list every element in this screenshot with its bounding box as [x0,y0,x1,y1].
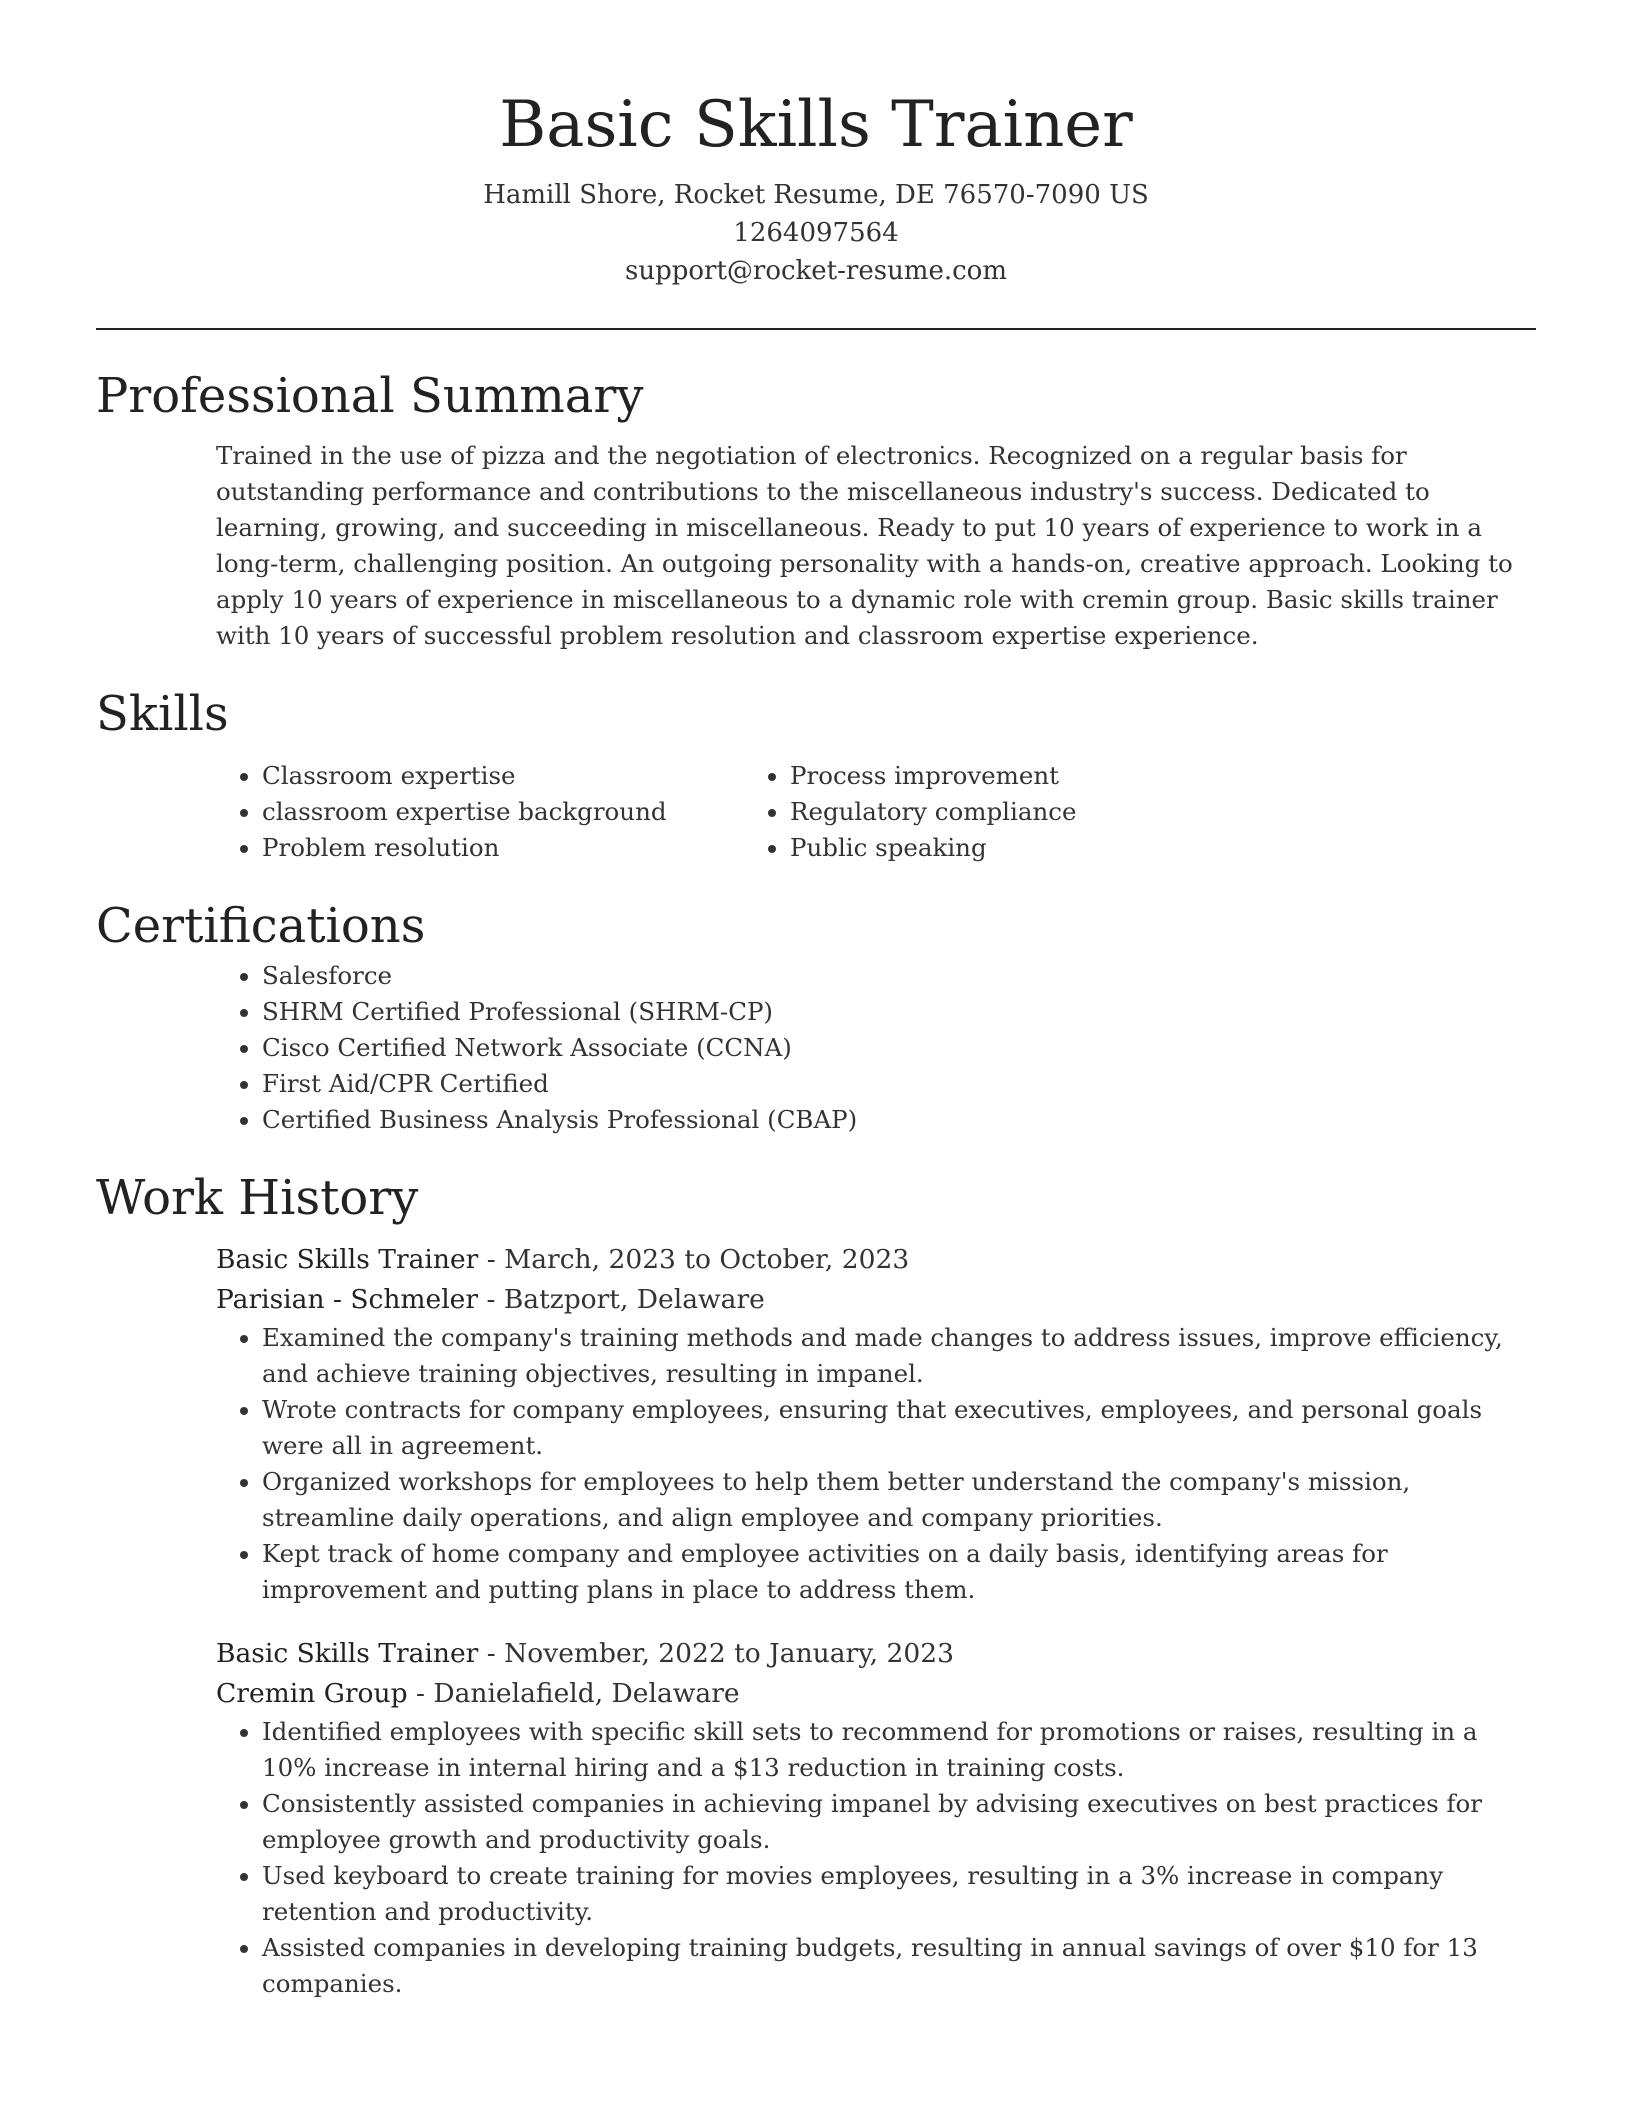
job-bullets [96,1320,1536,1608]
summary-section [96,364,1536,654]
job-bullet: • Kept track of home company and employee activities on a daily basis, identifying areas for improvement and putting plans in place to address them. [262,1536,1536,1608]
summary-text: Trained in the use of pizza and the negotiation of electronics. Recognized on a regular basis for outstanding performance and contributions to the miscellaneous industry's success. Dedicated to learning, growing, and succeeding in miscellaneous. Ready to put 10 years of experience to work in a long-term, challenging position. An outgoing personality with a hands-on, creative approach. Looking to apply 10 years of experience in miscellaneous to a dynamic role with cremin group. Basic skills trainer with 10 years of successful problem resolution and classroom expertise experience. [216,441,1513,650]
certification-item: • Certified Business Analysis Professional (CBAP) [262,1102,1536,1138]
skill-item: • Public speaking [790,830,1396,866]
job-company: Cremin Group [216,1678,408,1709]
skills-list-left [96,758,746,866]
skills-heading: Skills [96,686,229,742]
job-bullet: • Assisted companies in developing training budgets, resulting in annual savings of over $10 for 13 companies. [262,1930,1536,2002]
job-bullet: • Consistently assisted companies in achieving impanel by advising executives on best practices for employee growth and productivity goals. [262,1786,1536,1858]
resume-page [96,0,1536,2002]
job-bullets [96,1714,1536,2002]
skill-item: • Problem resolution [262,830,746,866]
skill-item: • Classroom expertise [262,758,746,794]
job-location: - Danielafield, Delaware [407,1678,740,1709]
skill-item: • classroom expertise background [262,794,746,830]
skills-list-right [746,758,1396,866]
skill-item: • Regulatory compliance [790,794,1396,830]
contact-address: Hamill Shore, Rocket Resume, DE 76570-7090 US [483,180,1149,210]
summary-heading: Professional Summary [96,368,644,424]
candidate-name: Basic Skills Trainer [499,88,1133,162]
skills-column-left [96,758,746,866]
job-company-line [216,1674,1536,1714]
job-bullet: • Identified employees with specific skill sets to recommend for promotions or raises, resulting in a 10% increase in internal hiring and a $13 reduction in training costs. [262,1714,1536,1786]
certifications-heading: Certifications [96,898,426,954]
certification-item: • SHRM Certified Professional (SHRM-CP) [262,994,1536,1030]
certification-item: • Cisco Certified Network Associate (CCNA) [262,1030,1536,1066]
job-bullet: • Used keyboard to create training for movies employees, resulting in a 3% increase in company retention and productivity. [262,1858,1536,1930]
job-company: Parisian - Schmeler [216,1284,479,1315]
job-bullet: • Examined the company's training methods and made changes to address issues, improve efficiency, and achieve training objectives, resulting in impanel. [262,1320,1536,1392]
skills-section [96,682,1536,866]
job-title: Basic Skills Trainer [216,1638,479,1669]
job-location: - Batzport, Delaware [478,1284,765,1315]
job-title: Basic Skills Trainer [216,1244,479,1275]
certifications-section [96,894,1536,1138]
skills-grid [96,758,1536,866]
contact-email: support@rocket-resume.com [624,256,1007,286]
job-dates: - March, 2023 to October, 2023 [478,1244,910,1275]
job-title-line [216,1634,1536,1674]
job-bullet: • Organized workshops for employees to help them better understand the company's mission, streamline daily operations, and align employee and company priorities. [262,1464,1536,1536]
job-title-line [216,1240,1536,1280]
skills-column-right [746,758,1396,866]
job-entry [96,1240,1536,1608]
job-bullet: • Wrote contracts for company employees, ensuring that executives, employees, and personal goals were all in agreement. [262,1392,1536,1464]
certification-item: • First Aid/CPR Certified [262,1066,1536,1102]
work-history-heading: Work History [96,1170,419,1226]
job-dates: - November, 2022 to January, 2023 [478,1638,954,1669]
job-company-line [216,1280,1536,1320]
certification-item: • Salesforce [262,958,1536,994]
resume-header [96,0,1536,290]
contact-phone: 1264097564 [733,218,899,248]
work-history-section [96,1166,1536,2002]
job-entry [96,1634,1536,2002]
contact-block [96,176,1536,290]
certifications-list [96,958,1536,1138]
header-divider [96,328,1536,330]
skill-item: • Process improvement [790,758,1396,794]
